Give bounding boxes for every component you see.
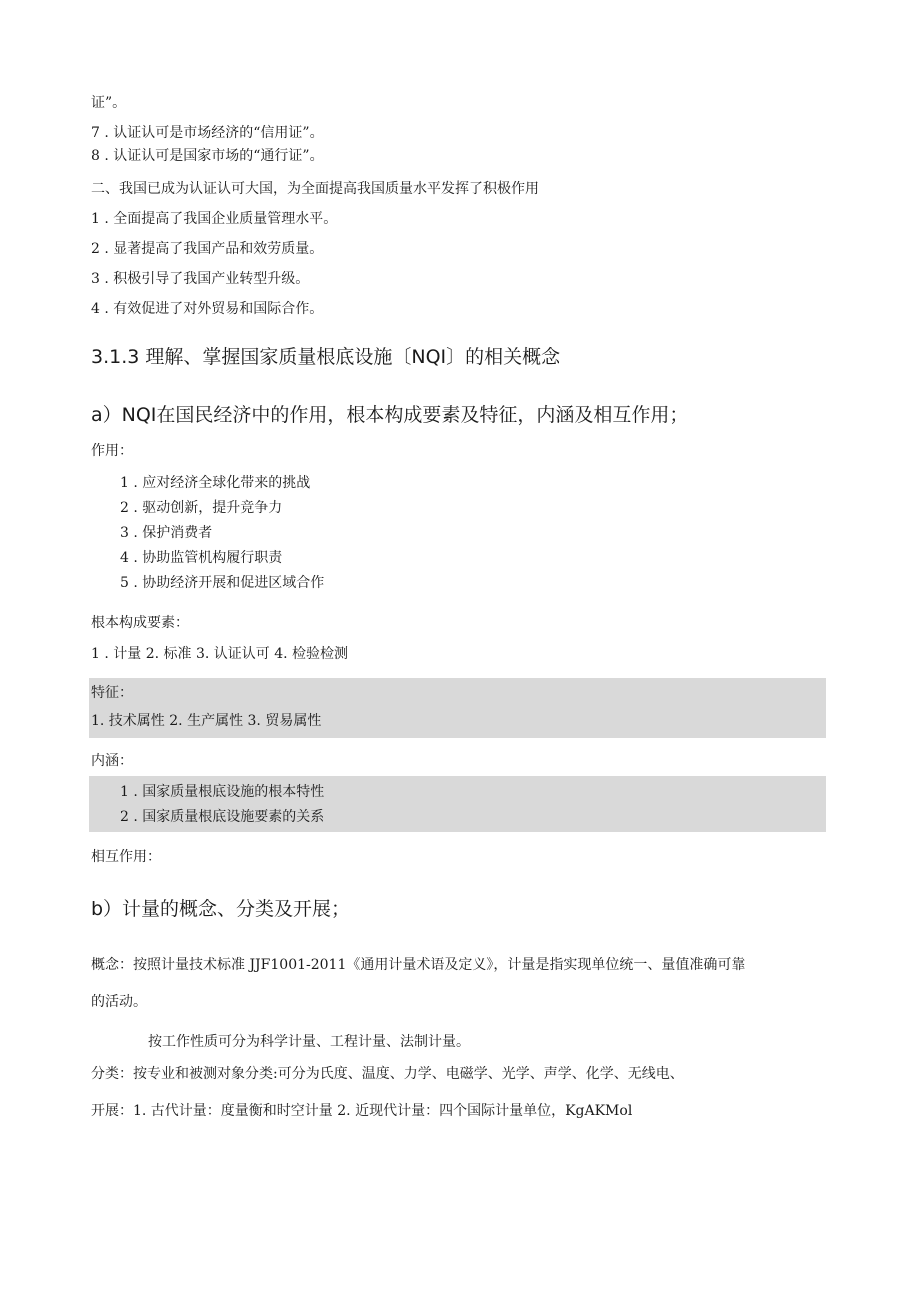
development-line	[91, 1102, 632, 1120]
concept-line	[91, 956, 745, 974]
concept-label: 概念：	[91, 957, 133, 973]
development-text: 1. 古代计量：度量衡和时空计量 2. 近现代计量：四个国际计量单位，KgAKMol	[133, 1103, 633, 1119]
development-label: 开展：	[91, 1103, 133, 1119]
connotation-label: 内涵：	[91, 753, 133, 769]
subsection-heading: 3.1.3 理解、掌握国家质量根底设施〔NQI〕的相关概念	[91, 346, 561, 368]
list-item: 4 . 协助监管机构履行职责	[120, 550, 283, 566]
list-item: 1 . 国家质量根底设施的根本特性	[120, 784, 325, 800]
classification-text: 按专业和被测对象分类:可分为氏度、温度、力学、电磁学、光学、声学、化学、无线电、	[133, 1066, 684, 1082]
heading-a: a）NQI在国民经济中的作用，根本构成要素及特征，内涵及相互作用；	[91, 404, 689, 426]
features-text: 1. 技术属性 2. 生产属性 3. 贸易属性	[91, 713, 322, 729]
interaction-label: 相互作用：	[91, 849, 161, 865]
list-item: 2 . 国家质量根底设施要素的关系	[120, 809, 325, 825]
elements-label: 根本构成要素：	[91, 615, 189, 631]
work-nature-text: 按工作性质可分为科学计量、工程计量、法制计量。	[148, 1034, 470, 1050]
list-item: 4 . 有效促进了对外贸易和国际合作。	[91, 301, 324, 317]
list-item: 3 . 积极引导了我国产业转型升级。	[91, 271, 310, 287]
elements-text: 1 . 计量 2. 标准 3. 认证认可 4. 检验检测	[91, 646, 349, 662]
role-label: 作用：	[91, 443, 133, 459]
list-item: 8 . 认证认可是国家市场的“通行证”。	[91, 148, 324, 164]
heading-b: b）计量的概念、分类及开展；	[91, 898, 351, 920]
classification-line	[91, 1065, 684, 1083]
concept-text-continued: 的活动。	[91, 994, 147, 1010]
section-heading: 二、我国已成为认证认可大国，为全面提高我国质量水平发挥了积极作用	[91, 181, 539, 197]
list-item: 3 . 保护消费者	[120, 525, 213, 541]
list-item: 7 . 认证认可是市场经济的“信用证”。	[91, 125, 324, 141]
list-item: 2 . 驱动创新，提升竞争力	[120, 500, 283, 516]
list-item: 1 . 应对经济全球化带来的挑战	[120, 475, 311, 491]
list-item: 1 . 全面提高了我国企业质量管理水平。	[91, 211, 338, 227]
features-label: 特征：	[91, 685, 133, 701]
list-item: 2 . 显著提高了我国产品和效劳质量。	[91, 241, 324, 257]
classification-label: 分类：	[91, 1066, 133, 1082]
continued-text: 证”。	[91, 95, 127, 111]
concept-text: 按照计量技术标准 JJF1001-2011《通用计量术语及定义》，计量是指实现单位统一、量值准确可靠	[133, 957, 746, 973]
list-item: 5 . 协助经济开展和促进区域合作	[120, 575, 325, 591]
